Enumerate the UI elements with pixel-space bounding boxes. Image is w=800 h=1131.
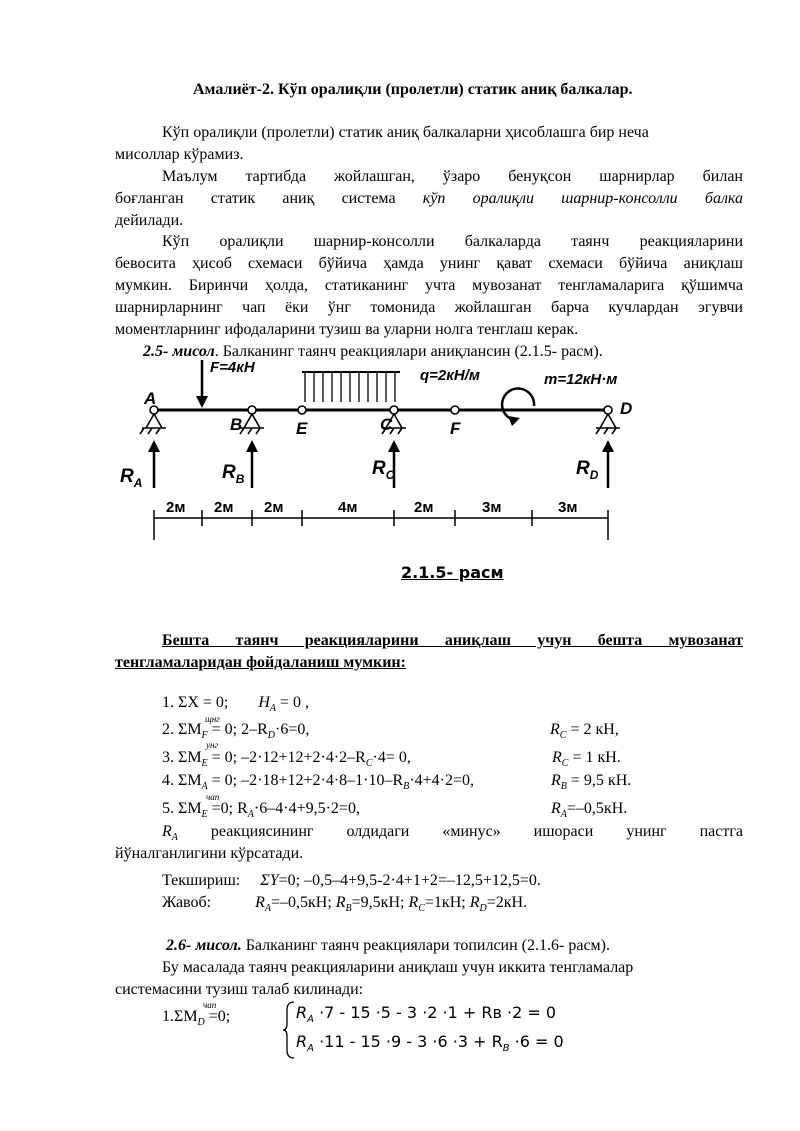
eq-var: R <box>551 800 561 817</box>
eq-var: H <box>258 694 270 711</box>
check-line <box>162 870 541 892</box>
intro-line: мисоллар кўрамиз. <box>115 146 244 163</box>
term-italic: кўп оралиқли шарнир-консолли балка <box>422 190 744 207</box>
equation-4-result <box>551 770 631 798</box>
eq-var: R <box>550 721 560 738</box>
eq-text: = 0; 2–R <box>207 721 268 738</box>
intro-line: Маълум тартибда жойлашган, ўзаро бенуқсон шарнирлар билан <box>162 168 743 185</box>
eq-text: 3. ΣM <box>162 749 202 766</box>
eq-var: R <box>551 772 561 789</box>
load-q-label: q=2кН/м <box>420 367 480 384</box>
eq-text: ·6 = 0 <box>509 1032 564 1051</box>
reaction-RD-label: $R_D$ <box>576 458 599 482</box>
eq-var: R <box>255 894 265 911</box>
span-label: 2м <box>166 499 186 516</box>
point-B-label: B <box>230 415 243 434</box>
eq-text: ·4+4·2=0, <box>409 772 474 789</box>
eq-text: =0; <box>204 1008 231 1025</box>
eq-text: 2. ΣM <box>162 721 202 738</box>
eq-sub: A <box>201 781 208 793</box>
eq-sub: A <box>171 832 178 844</box>
eq-sub: A <box>307 1043 314 1055</box>
moment-arc <box>502 389 534 420</box>
point-C-label: C <box>380 415 393 434</box>
eq-sub: B <box>403 781 410 793</box>
note-text: реакциясининг олдидаги «минус» ишораси унинг пастга <box>210 823 744 840</box>
eq-text: =–0,5кН. <box>566 800 628 817</box>
example-26-line: Бу масалада таянч реакцияларини аниқлаш учун иккита тенгламалар <box>162 959 634 976</box>
eq-var: R <box>469 894 480 911</box>
eq-sub: C <box>561 758 569 770</box>
page-heading: Амалиёт-2. Кўп оралиқли (пролетли) статик аниқ балкалар. <box>193 81 633 98</box>
eq-sub: E <box>201 758 208 770</box>
text-span: боғланган статик аниқ система <box>115 190 396 207</box>
eq-sub: D <box>267 730 276 742</box>
intro-line: бевосита ҳисоб схемаси бўйича ҳамда унинг қават схемаси бўйича аниқлаш <box>115 255 743 272</box>
load-m-label: m=12кН·м <box>544 371 618 388</box>
system-eq-1 <box>296 1003 556 1025</box>
answer-label: Жавоб: <box>162 894 212 911</box>
reaction-RC-label: $R_C$ <box>372 458 395 482</box>
point-A-label: A <box>144 389 157 408</box>
reaction-RB-label: $R_B$ <box>222 462 245 486</box>
eq-text: 5. ΣM <box>162 800 202 817</box>
point-E-label: E <box>296 419 308 438</box>
eq-text: = 2 кН, <box>566 721 619 738</box>
eq-text: = 0; –2·12+12+2·4·2–R <box>207 749 366 766</box>
eq-sub: B <box>502 1043 510 1055</box>
eq-text: ·4= 0, <box>372 749 411 766</box>
distributed-load <box>302 372 400 402</box>
eq-var: R <box>296 1032 308 1051</box>
eq-superscript: чап <box>203 1000 217 1010</box>
span-label: 2м <box>214 499 234 516</box>
equation-2-result <box>550 719 619 747</box>
answer-value: =–0,5кН; <box>270 894 332 911</box>
equation-1 <box>162 692 309 720</box>
intro-line: дейилади. <box>115 212 184 229</box>
eq-sub: A <box>247 809 254 821</box>
eq-text: ·6=0, <box>275 721 310 738</box>
eq-text: ·11 - 15 ·9 - 3 ·6 ·3 + R <box>319 1032 503 1051</box>
answer-line <box>162 892 527 920</box>
check-label: Текшириш: <box>162 872 241 889</box>
force-arrow-F <box>196 360 208 408</box>
eq-sub: C <box>365 758 373 770</box>
intro-line <box>115 188 743 210</box>
eq-text: = 0; –2·18+12+2·4·8–1·10–R <box>207 772 404 789</box>
section-heading: тенгламаларидан фойдаланиш мумкин: <box>115 654 406 671</box>
eq-var: R <box>162 823 172 840</box>
answer-value: =9,5кН; <box>351 894 405 911</box>
figure-caption: 2.1.5- расм <box>401 563 504 582</box>
eq-text: =0; –0,5–4+9,5-2·4+1+2=–12,5+12,5=0. <box>278 872 541 889</box>
eq-var: ΣY <box>260 872 279 889</box>
eq-sub: A <box>264 903 271 915</box>
eq-text: = 1 кН. <box>568 749 621 766</box>
eq-sub: C <box>559 730 567 742</box>
hinge-F <box>451 406 459 414</box>
eq-sub: B <box>345 903 352 915</box>
eq-sub: A <box>269 703 277 715</box>
example-text: . Балканинг таянч реакциялари аниқлансин (2.1.5- расм). <box>214 343 603 360</box>
eq-superscript: чап <box>206 792 220 802</box>
eq-sub: D <box>197 1017 205 1029</box>
intro-line: мумкин. Биринчи ҳолда, статиканинг учта мувозанат тенгламаларига қўшимча <box>115 277 743 294</box>
example-text: Балканинг таянч реакциялари топилсин (2.1.6- расм). <box>241 937 610 954</box>
intro-line: моментларнинг ифодаларини тузиш ва уларни нолга тенглаш керак. <box>115 321 579 338</box>
load-F-label: F=4кН <box>210 359 255 376</box>
eq-sub: C <box>418 903 425 915</box>
answer-value: =1кН; <box>424 894 466 911</box>
eq-sub: A <box>307 1014 314 1026</box>
eq-text: 1. ΣX = 0; <box>162 694 229 711</box>
eq-text: ·7 - 15 ·5 - 3 ·2 ·1 + Rв ·2 = 0 <box>319 1003 557 1022</box>
span-label: 3м <box>558 499 578 516</box>
point-F-label: F <box>450 419 461 438</box>
reaction-RA-label: $R_A$ <box>120 466 143 490</box>
eq-text: ·6–4·4+9,5·2=0, <box>253 800 360 817</box>
intro-line: Кўп оралиқли (пролетли) статик аниқ балкаларни ҳисоблашга бир неча <box>162 124 649 141</box>
span-label: 2м <box>264 499 284 516</box>
minus-note: йўналганлигини кўрсатади. <box>115 845 304 862</box>
intro-line: Кўп оралиқли шарнир-консолли балкаларда таянч реакцияларини <box>162 233 743 250</box>
equation-26-1 <box>162 1006 230 1034</box>
eq-var: R <box>408 894 419 911</box>
span-label: 2м <box>414 499 434 516</box>
eq-superscript: унг <box>206 740 218 750</box>
example-label: 2.5- мисол <box>143 343 215 360</box>
span-label: 3м <box>482 499 502 516</box>
section-heading: Бешта таянч реакцияларини аниқлаш учун бешта мувозанат <box>162 632 743 649</box>
eq-text: = 9,5 кН. <box>566 772 632 789</box>
point-D-label: D <box>620 399 633 418</box>
system-brace <box>282 1000 296 1060</box>
beam-figure <box>110 358 670 548</box>
intro-line: шарнирларнинг чап ёки ўнг томонида жойлашган барча кучлардан эгувчи <box>115 299 743 316</box>
eq-text: =0; R <box>207 800 248 817</box>
eq-sub: D <box>479 903 487 915</box>
span-label: 4м <box>338 499 358 516</box>
eq-text: 1.ΣM <box>162 1008 198 1025</box>
eq-sub: E <box>201 809 208 821</box>
eq-var: R <box>335 894 346 911</box>
answer-value: =2кН. <box>486 894 528 911</box>
example-26-title <box>166 935 610 957</box>
example-26-line: системасини тузиш талаб килинади: <box>115 981 364 998</box>
eq-sub: F <box>201 730 208 742</box>
eq-superscript: щнг <box>205 714 220 724</box>
equation-2 <box>162 719 309 747</box>
hinge-E <box>298 406 306 414</box>
eq-var: R <box>552 749 562 766</box>
eq-sub: A <box>560 809 567 821</box>
eq-text: 4. ΣM <box>162 772 202 789</box>
example-label: 2.6- мисол. <box>166 937 242 954</box>
eq-var: R <box>296 1003 308 1022</box>
system-eq-2 <box>296 1032 564 1054</box>
eq-sub: B <box>560 781 567 793</box>
eq-text: = 0 , <box>276 694 310 711</box>
